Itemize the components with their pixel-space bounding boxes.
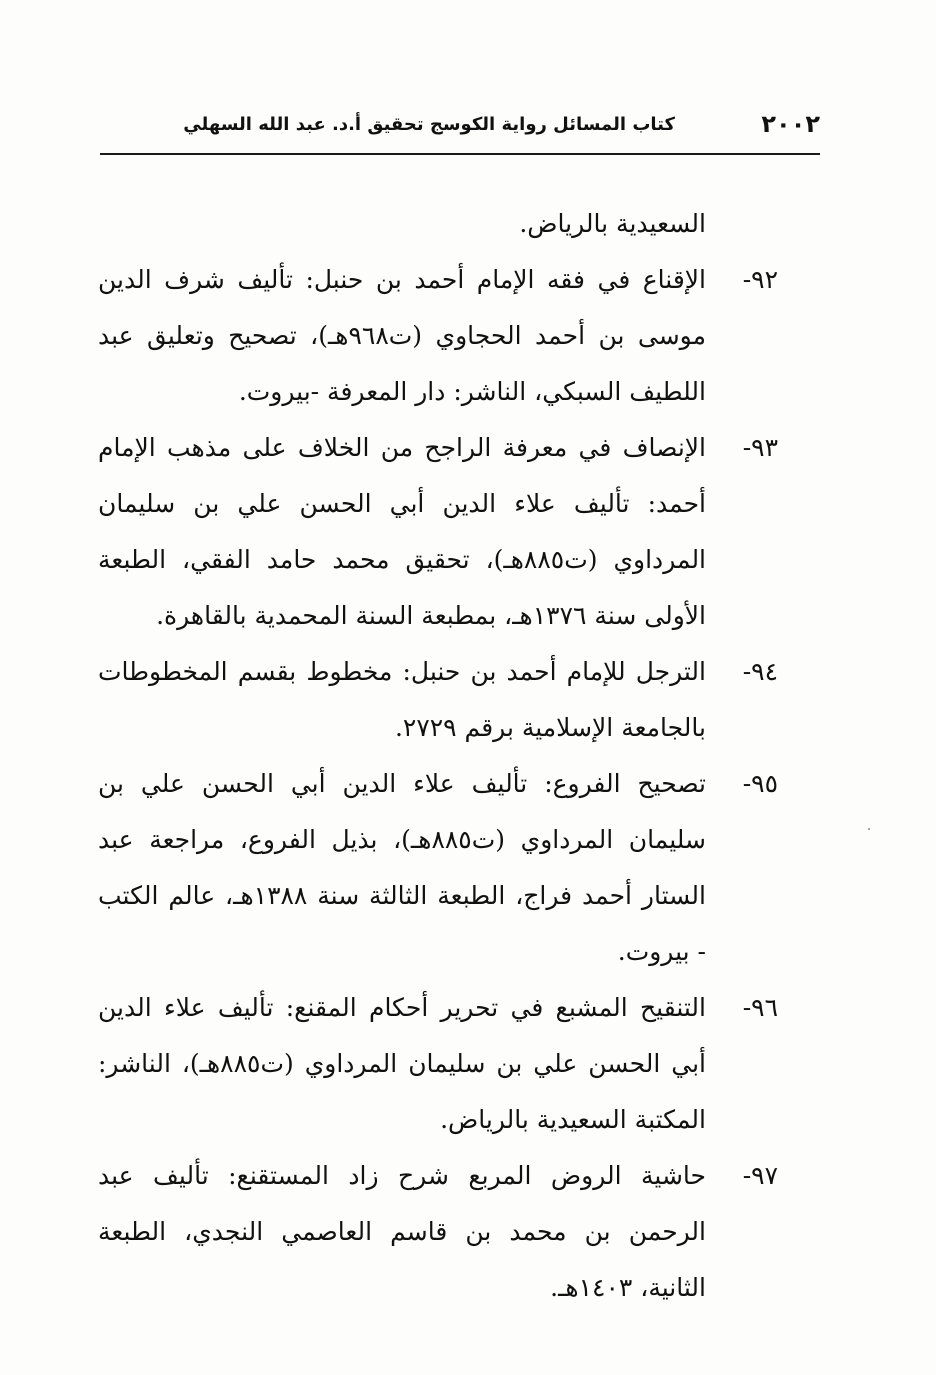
entry-text: التنقيح المشبع في تحرير أحكام المقنع: تأليف علاء الدين أبي الحسن علي بن سليمان المرداوي (ت٨٨٥هـ)، الناشر: المكتبة السعيدية بالرياض. <box>98 993 706 1134</box>
entry-number: ٩٢- <box>742 265 778 294</box>
header-rule <box>100 153 820 155</box>
running-title: كتاب المسائل رواية الكوسج تحقيق أ.د. عبد الله السهلي <box>183 114 675 135</box>
entry-text: حاشية الروض المربع شرح زاد المستقنع: تأليف عبد الرحمن بن محمد بن قاسم العاصمي النجدي، الطبعة الثانية، ١٤٠٣هـ. <box>98 1161 706 1302</box>
scan-speck <box>868 828 870 830</box>
bibliography-entry <box>98 756 778 980</box>
entry-text: الترجل للإمام أحمد بن حنبل: مخطوط بقسم المخطوطات بالجامعة الإسلامية برقم ٢٧٢٩. <box>98 657 706 742</box>
entry-text: الإقناع في فقه الإمام أحمد بن حنبل: تأليف شرف الدين موسى بن أحمد الحجاوي (ت٩٦٨هـ)، تصحيح وتعليق عبد اللطيف السبكي، الناشر: دار المعرفة -بيروت. <box>98 265 706 406</box>
continued-entry-text: السعيدية بالرياض. <box>519 209 706 238</box>
page-header <box>100 108 820 156</box>
entry-text: الإنصاف في معرفة الراجح من الخلاف على مذهب الإمام أحمد: تأليف علاء الدين أبي الحسن علي بن سليمان المرداوي (ت٨٨٥هـ)، تحقيق محمد حامد الفقي، الطبعة الأولى سنة ١٣٧٦هـ، بمطبعة السنة المحمدية بالقاهرة. <box>98 433 707 630</box>
entry-number: ٩٧- <box>742 1161 778 1190</box>
bibliography-entry <box>98 1148 778 1316</box>
entry-number: ٩٥- <box>742 769 778 798</box>
entry-text: تصحيح الفروع: تأليف علاء الدين أبي الحسن علي بن سليمان المرداوي (ت٨٨٥هـ)، بذيل الفروع، مراجعة عبد الستار أحمد فراج، الطبعة الثالثة سنة ١٣٨٨هـ، عالم الكتب - بيروت. <box>98 769 706 966</box>
page-number: ٢٠٠٢ <box>761 110 820 138</box>
entry-number: ٩٦- <box>742 993 778 1022</box>
bibliography-entry <box>98 252 778 420</box>
entry-number: ٩٣- <box>742 433 778 462</box>
bibliography-entry <box>98 980 778 1148</box>
bibliography-list <box>98 196 778 1316</box>
bibliography-entry <box>98 644 778 756</box>
bibliography-entry <box>98 420 778 644</box>
entry-number: ٩٤- <box>742 657 778 686</box>
